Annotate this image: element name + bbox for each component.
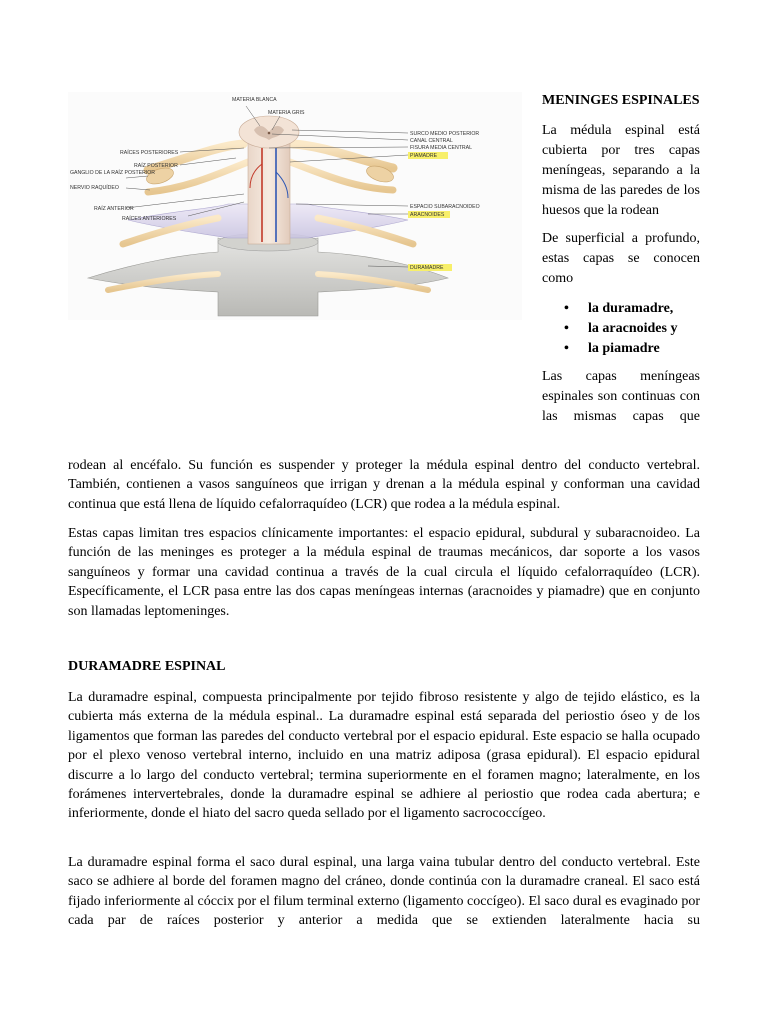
paragraph-text: rodean al encéfalo. Su función es suspender y proteger la médula espinal dentro del conducto vertebral. También, contienen a vasos sanguíneos que irrigan y drenan a la médula espinal y conforman una cavidad continua que está llena de líquido cefalorraquídeo (LCR) que rodea a la médula espinal.: [68, 458, 700, 512]
body-paragraph-3: [68, 688, 700, 824]
label-raiz-posterior: RAÍZ POSTERIOR: [134, 163, 178, 169]
side-paragraph-3: Las capas meníngeas espinales son continuas con las mismas capas que: [542, 369, 700, 424]
label-fisura: FISURA MEDIA CENTRAL: [410, 145, 472, 151]
label-piamadre: PIAMADRE: [410, 153, 438, 159]
label-raices-posteriores: RAÍCES POSTERIORES: [120, 150, 179, 156]
side-column: [542, 91, 700, 427]
list-item: • la aracnoides y: [588, 319, 700, 339]
body-paragraph-4: [68, 853, 700, 931]
label-surco: SURCO MEDIO POSTERIOR: [410, 131, 480, 137]
label-raices-anteriores: RAÍCES ANTERIORES: [122, 216, 177, 222]
side-paragraph-2: De superficial a profundo, estas capas se conocen como: [542, 231, 700, 286]
paragraph-text: La duramadre espinal, compuesta principalmente por tejido fibroso resistente y algo de tejido elástico, es la cubierta más externa de la médula espinal.. La duramadre espinal está separada del periostio óseo y de los ligamentos que forman las paredes del conducto vertebral por el espacio epidural. Este espacio se halla ocupado por el plexo venoso vertebral interno, incluido en una matriz adiposa (grasa epidural). El espacio epidural discurre a lo largo del conducto vertebral; termina superiormente en el foramen magno; lateralmente, en los forámenes intervertebrales, donde la duramadre espinal se adhiere al periostio que rodea cada abertura; e inferiormente, donde el hiato del sacro queda sellado por el ligamento sacrococcígeo.: [68, 690, 700, 822]
label-materia-blanca: MATERIA BLANCA: [232, 97, 277, 103]
body-paragraph-2: [68, 524, 700, 621]
paragraph-text: Estas capas limitan tres espacios clínicamente importantes: el espacio epidural, subdural y subaracnoideo. La función de las meninges es proteger a la médula espinal de traumas mecánicos, dar soporte a los vasos sanguíneos y formar una cavidad continua a través de la cual circula el líquido cefalorraquídeo (LCR). Específicamente, el LCR pasa entre las dos capas meníngeas internas (aracnoides y piamadre) que en conjunto son llamadas leptomeninges.: [68, 526, 700, 619]
label-duramadre: DURAMADRE: [410, 265, 444, 271]
label-aracnoides: ARACNOIDES: [410, 212, 445, 218]
label-espacio: ESPACIO SUBARACNOIDEO: [410, 204, 480, 210]
spinal-cord: [248, 132, 290, 244]
illustration-svg: [68, 92, 522, 320]
section-title-meninges: MENINGES ESPINALES: [542, 93, 700, 108]
paragraph-text: La duramadre espinal forma el saco dural espinal, una larga vaina tubular dentro del conducto vertebral. Este saco se adhiere al borde del foramen magno del cráneo, donde continúa con la duramadre craneal. El saco está fijado inferiormente al cóccix por el filum terminal externo (ligamento coccígeo). El saco dural es evaginado por cada par de raíces posterior y anterior a medida que se extienden lateralmente hacia su: [68, 855, 700, 929]
side-paragraph-1: La médula espinal está cubierta por tres capas meníngeas, separando a la misma de las paredes de los huesos que la rodean: [542, 123, 700, 218]
body-paragraph-1: [68, 456, 700, 514]
list-item: • la piamadre: [588, 339, 700, 359]
label-canal: CANAL CENTRAL: [410, 138, 453, 144]
label-raiz-anterior: RAÍZ ANTERIOR: [94, 206, 134, 212]
list-item: • la duramadre,: [588, 299, 700, 319]
label-nervio-raquideo: NERVIO RAQUÍDEO: [70, 185, 119, 191]
spinal-meninges-illustration: [68, 92, 522, 320]
section-title-duramadre: DURAMADRE ESPINAL: [68, 659, 226, 674]
label-ganglio: GANGLIO DE LA RAÍZ POSTERIOR: [70, 170, 156, 176]
meninges-list: [542, 299, 700, 359]
label-materia-gris: MATERIA GRIS: [268, 110, 305, 116]
central-canal: [268, 132, 271, 135]
